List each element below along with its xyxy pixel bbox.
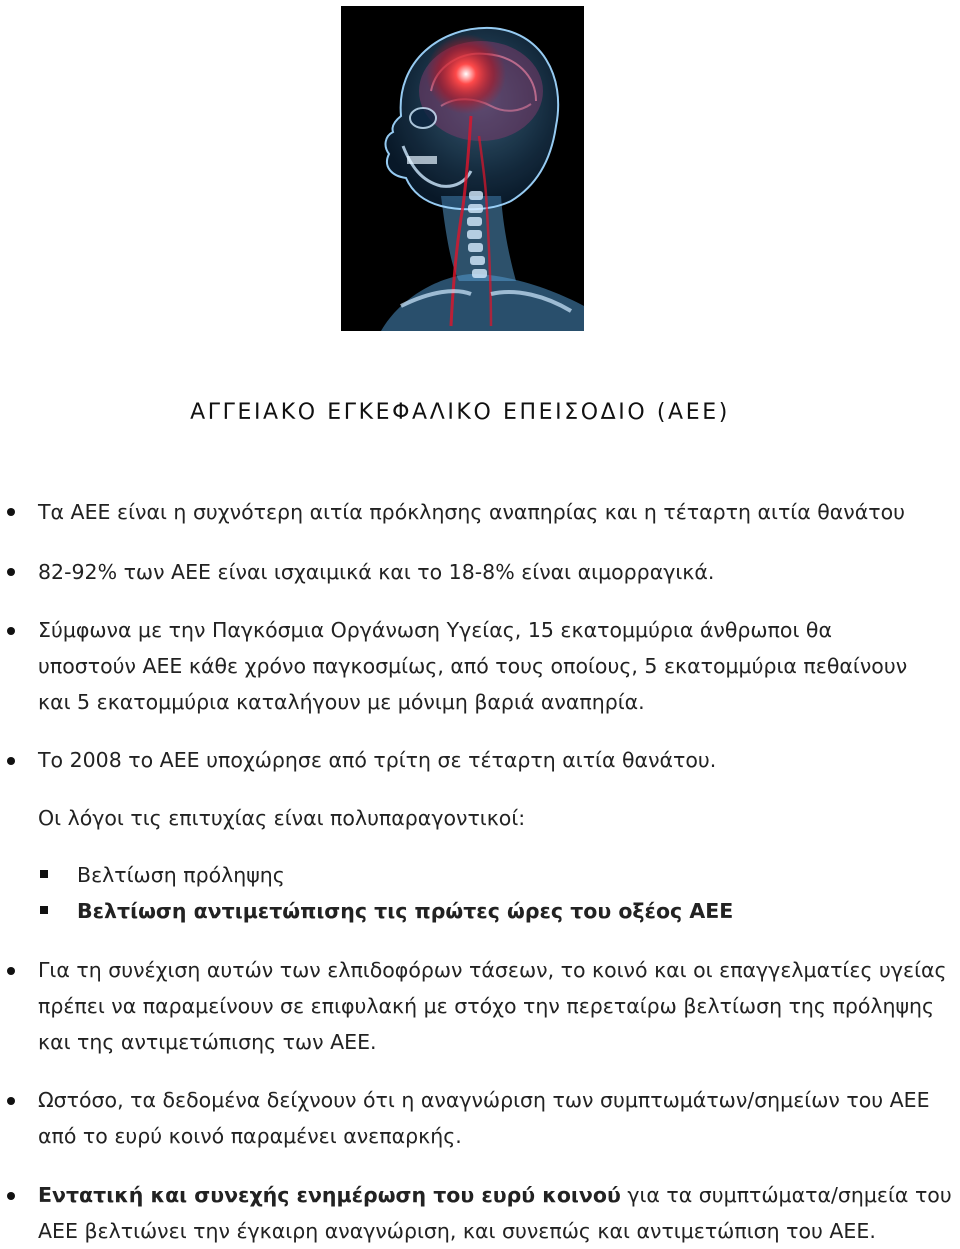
- paragraph-who-statistics: [38, 612, 956, 720]
- paragraph-public-awareness: [38, 1177, 956, 1249]
- paragraph-line: ΑΕΕ βελτιώνει την έγκαιρη αναγνώριση, και συνεπώς και αντιμετώπιση του ΑΕΕ.: [38, 1219, 876, 1243]
- paragraph-line: Σύμφωνα με την Παγκόσμια Οργάνωση Υγείας, 15 εκατομμύρια άνθρωποι θα: [38, 618, 832, 642]
- reasons-intro: Οι λόγοι τις επιτυχίας είναι πολυπαραγοντικοί:: [38, 806, 526, 830]
- paragraph-recognition: [38, 1082, 956, 1154]
- bullet-icon: [7, 1097, 15, 1105]
- bullet-icon: [7, 508, 15, 516]
- square-bullet-icon: [40, 870, 48, 878]
- reason-prevention: Βελτίωση πρόληψης: [77, 863, 285, 887]
- bullet-icon: [7, 757, 15, 765]
- square-bullet-icon: [40, 906, 48, 914]
- bullet-icon: [7, 627, 15, 635]
- paragraph-line: υποστούν ΑΕΕ κάθε χρόνο παγκοσμίως, από τους οποίους, 5 εκατομμύρια πεθαίνουν: [38, 654, 908, 678]
- paragraph-vigilance: [38, 952, 956, 1060]
- reason-treatment: Βελτίωση αντιμετώπισης τις πρώτες ώρες του οξέος ΑΕΕ: [77, 899, 734, 923]
- brain-xray-image: [341, 6, 584, 331]
- paragraph-line: Ωστόσο, τα δεδομένα δείχνουν ότι η αναγνώριση των συμπτωμάτων/σημείων του ΑΕΕ: [38, 1088, 930, 1112]
- paragraph-line: [38, 1177, 956, 1213]
- paragraph-line: πρέπει να παραμείνουν σε επιφυλακή με στόχο την περεταίρω βελτίωση της πρόληψης: [38, 994, 935, 1018]
- paragraph-line: Για τη συνέχιση αυτών των ελπιδοφόρων τάσεων, το κοινό και οι επαγγελματίες υγείας: [38, 958, 947, 982]
- paragraph-line: και της αντιμετώπισης των ΑΕΕ.: [38, 1030, 377, 1054]
- paragraph-ischemic-hemorrhagic: 82-92% των ΑΕΕ είναι ισχαιμικά και το 18-8% είναι αιμορραγικά.: [38, 560, 715, 584]
- bullet-icon: [7, 1192, 15, 1200]
- paragraph-line: και 5 εκατομμύρια καταλήγουν με μόνιμη βαριά αναπηρία.: [38, 690, 645, 714]
- paragraph-2008-change: Το 2008 το ΑΕΕ υποχώρησε από τρίτη σε τέταρτη αιτία θανάτου.: [38, 748, 717, 772]
- page-title: ΑΓΓΕΙΑΚΟ ΕΓΚΕΦΑΛΙΚΟ ΕΠΕΙΣΟΔΙΟ (ΑΕΕ): [190, 400, 730, 425]
- paragraph-stroke-leading-cause: Τα ΑΕΕ είναι η συχνότερη αιτία πρόκλησης αναπηρίας και η τέταρτη αιτία θανάτου: [38, 500, 906, 524]
- bold-emphasis: Εντατική και συνεχής ενημέρωση του ευρύ κοινού: [38, 1183, 621, 1207]
- bullet-icon: [7, 967, 15, 975]
- paragraph-line: από το ευρύ κοινό παραμένει ανεπαρκής.: [38, 1124, 462, 1148]
- bullet-icon: [7, 568, 15, 576]
- paragraph-text: για τα συμπτώματα/σημεία του: [620, 1183, 952, 1207]
